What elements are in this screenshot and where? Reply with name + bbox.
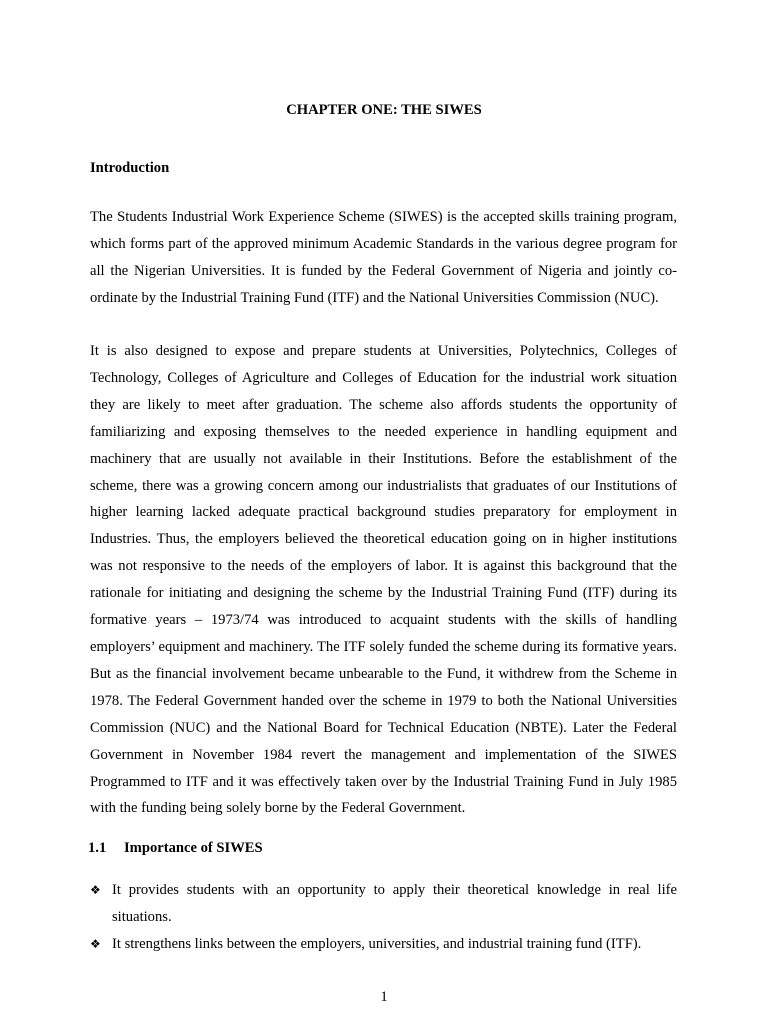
page-number: 1	[380, 989, 388, 1005]
diamond-bullet-icon: ❖	[90, 936, 101, 951]
bullet-text: It provides students with an opportunity to apply their theoretical knowledge in real life situations.	[112, 882, 677, 925]
introduction-paragraph-1: The Students Industrial Work Experience Scheme (SIWES) is the accepted skills training program, which forms part of the approved minimum Academic Standards in the various degree program for all the Nigerian Universities. It is funded by the Federal Government of Nigeria and jointly co-ordinate by the Industrial Training Fund (ITF) and the National Universities Commission (NUC).	[90, 209, 677, 306]
bullet-text: It strengthens links between the employers, universities, and industrial training fund (ITF).	[112, 935, 642, 952]
section-number: 1.1	[88, 840, 107, 856]
list-item	[90, 931, 677, 958]
chapter-title: CHAPTER ONE: THE SIWES	[286, 102, 482, 118]
diamond-bullet-icon: ❖	[90, 883, 101, 897]
introduction-heading: Introduction	[90, 160, 170, 176]
section-heading	[88, 839, 263, 857]
list-item	[90, 877, 677, 931]
section-title: Importance of SIWES	[124, 840, 263, 856]
importance-bullet-list	[90, 877, 677, 958]
introduction-paragraph-2: It is also designed to expose and prepare students at Universities, Polytechnics, Colleges of Technology, Colleges of Agriculture and Colleges of Education for the industrial work situation they are likely to meet after graduation. The scheme also affords students the opportunity of familiarizing and exposing themselves to the needed experience in handling equipment and machinery that are usually not available in their Institutions. Before the establishment of the scheme, there was a growing concern among our industrialists that graduates of our Institutions of higher learning lacked adequate practical background studies preparatory for employment in Industries. Thus, the employers believed the theoretical education going on in higher institutions was not responsive to the needs of the employers of labor. It is against this background that the rationale for initiating and designing the scheme by the Industrial Training Fund (ITF) during its formative years – 1973/74 was introduced to acquaint students with the skills of handling employers’ equipment and machinery. The ITF solely funded the scheme during its formative years. But as the financial involvement became unbearable to the Fund, it withdrew from the Scheme in 1978. The Federal Government handed over the scheme in 1979 to both the National Universities Commission (NUC) and the National Board for Technical Education (NBTE). Later the Federal Government in November 1984 revert the management and implementation of the SIWES Programmed to ITF and it was effectively taken over by the Industrial Training Fund in July 1985 with the funding being solely borne by the Federal Government.	[90, 343, 677, 817]
